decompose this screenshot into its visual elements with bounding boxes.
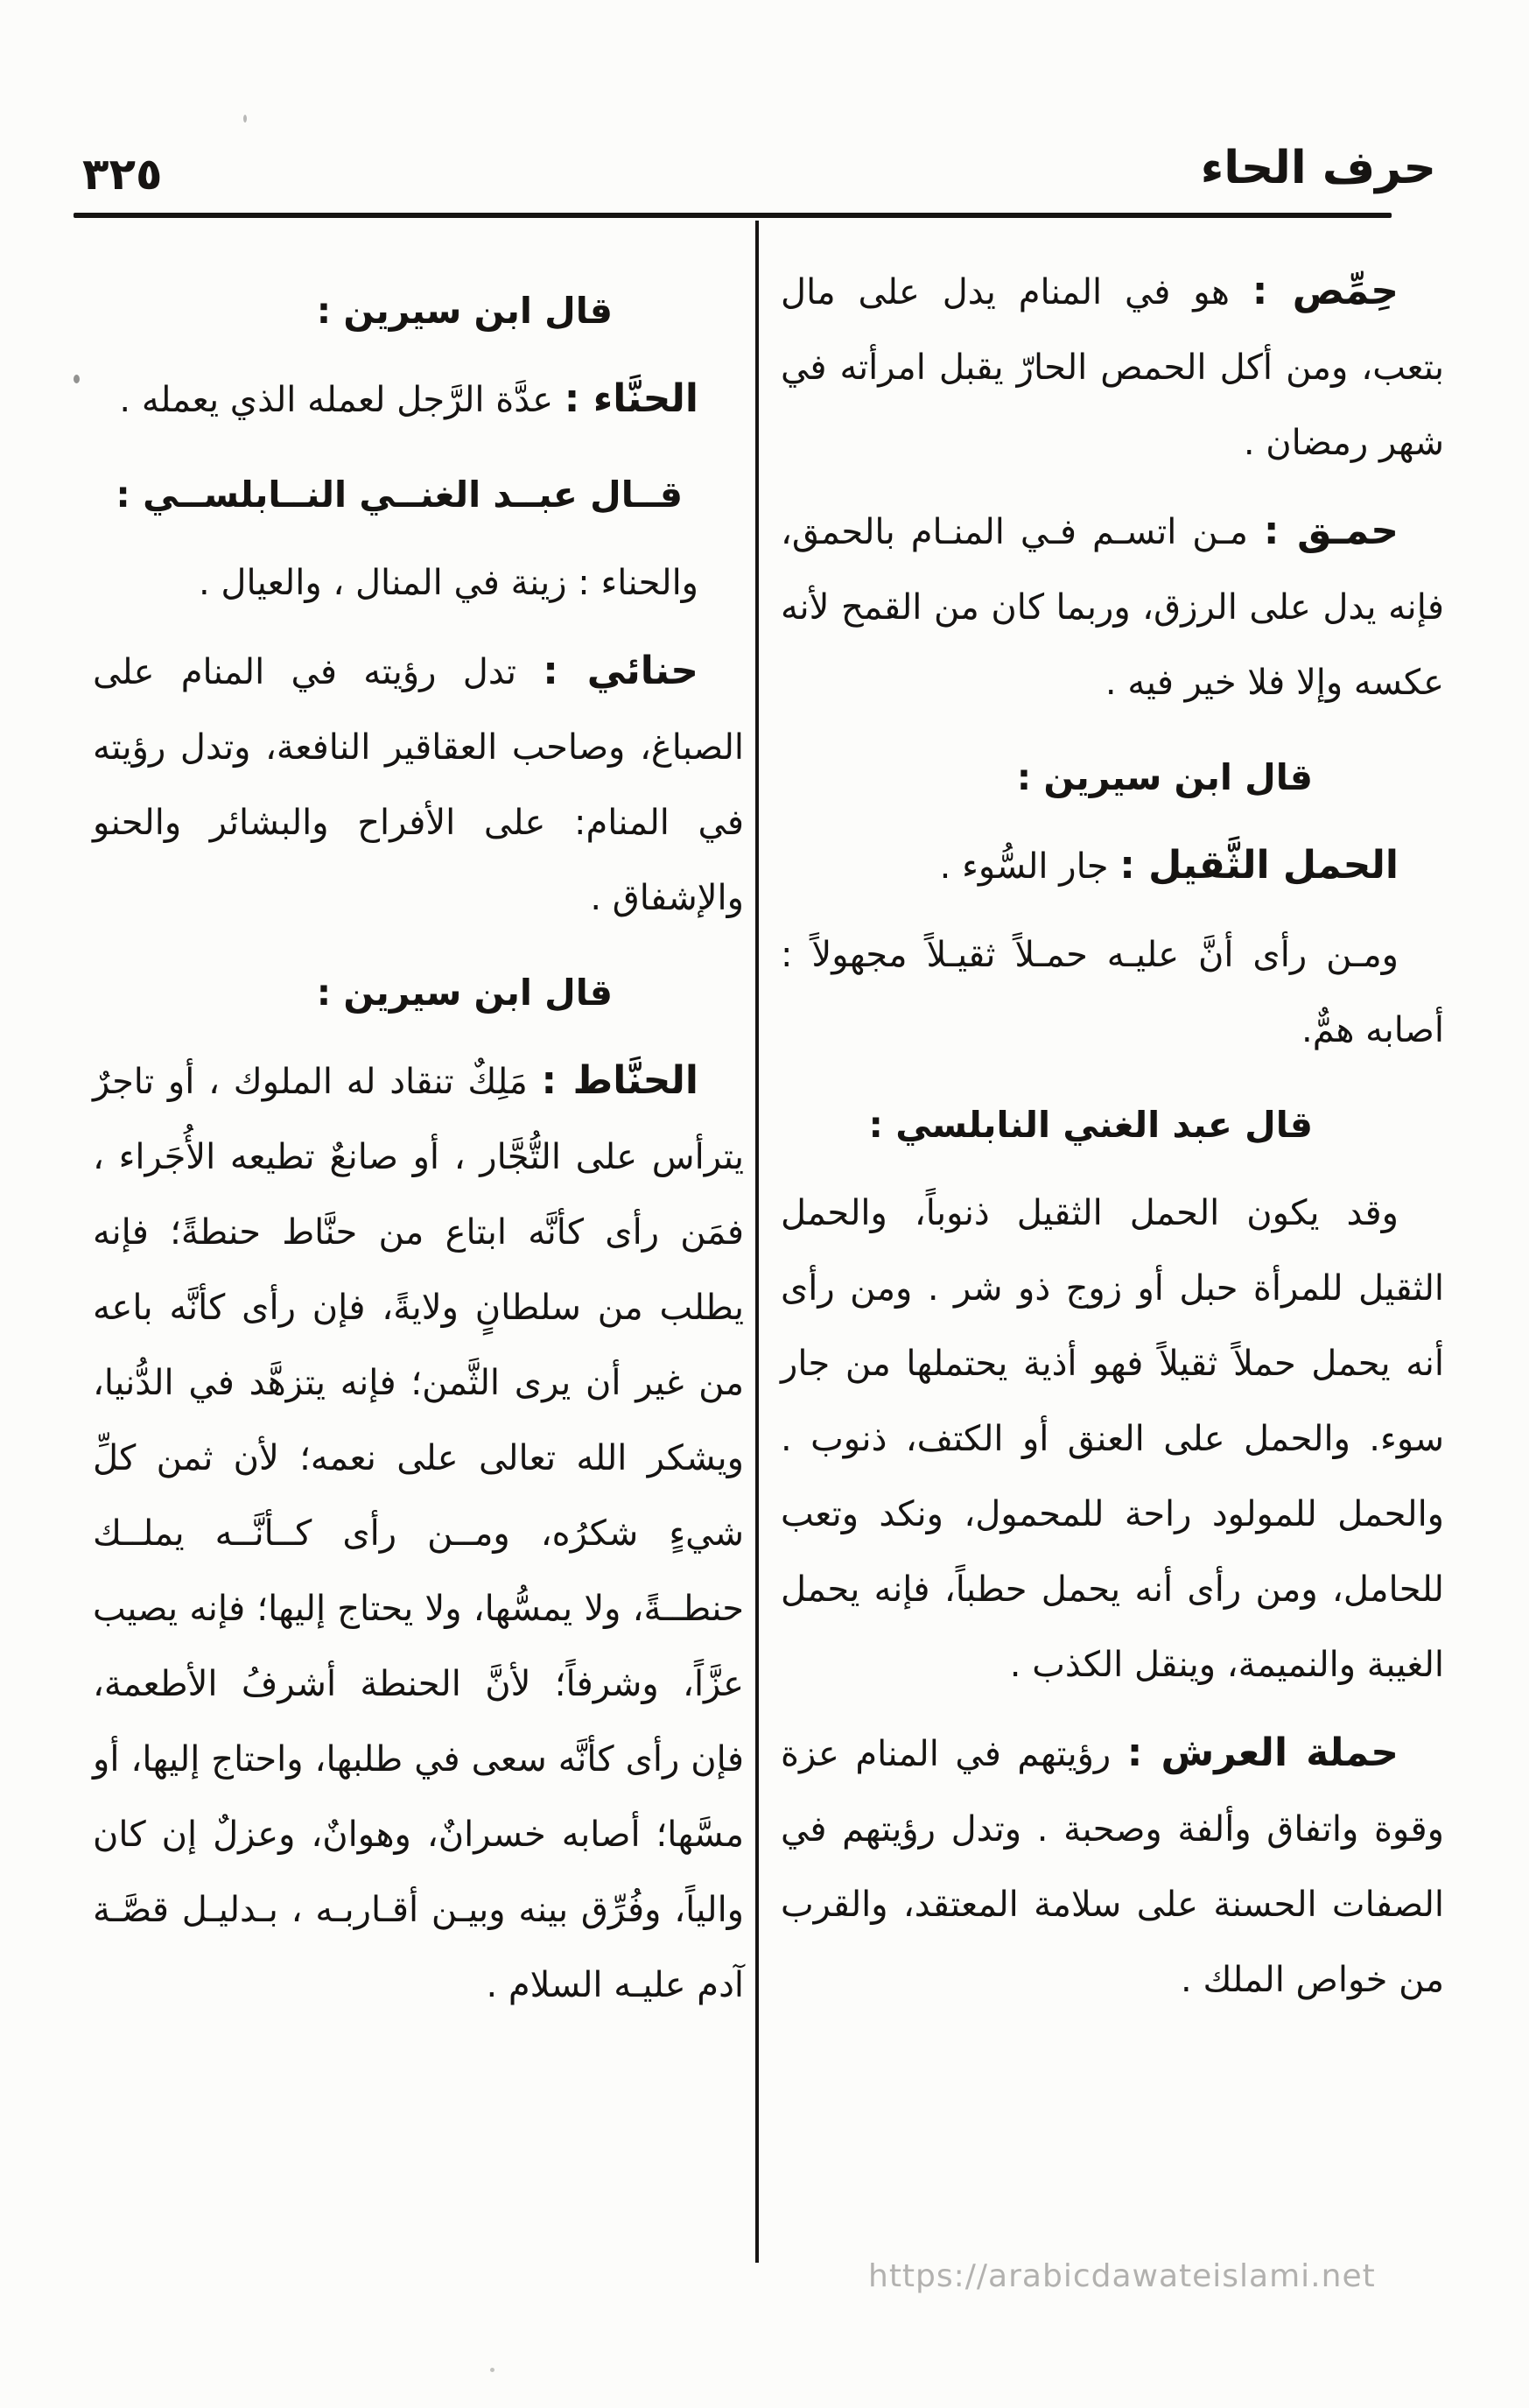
entry-paragraph: الحنَّاط : مَلِكٌ تنقاد له الملوك ، أو تاجرٌ يترأس على التُّجَّار ، أو صانعٌ تطيعه الأُجَراء ، فمَن رأى كأنَّه ابتاع من حنَّاط حنطةً؛ فإنه يطلب من سلطانٍ ولايةً، فإن رأى كأنَّه باعه من غير أن يرى الثَّمن؛ فإنه يتزهَّد في الدُّنيا، ويشكر الله تعالى على نعمه؛ لأن ثمن كلِّ شيءٍ شكرُه، ومــن رأى كــأنَّــه يملــك حنطــةً، ولا يمسُّها، ولا يحتاج إليها؛ فإنه يصيب عزَّاً، وشرفاً؛ لأنَّ الحنطة أشرفُ الأطعمة، فإن رأى كأنَّه سعى في طلبها، واحتاج إليها، أو مسَّها؛ أصابه خسرانٌ، وهوانٌ، وعزلٌ إن كان والياً، وفُرِّق بينه وبيـن أقـاربـه ، بـدليـل قصَّـة آدم عليـه السلام . — [93, 1058, 744, 2005]
right-column — [781, 254, 1444, 2031]
entry-term: حنائي : — [543, 649, 698, 693]
column-divider — [755, 221, 759, 2263]
scan-speck — [490, 2368, 494, 2372]
scan-speck — [243, 115, 247, 123]
scan-speck — [74, 375, 80, 383]
entry-term: حِمِّص : — [1252, 269, 1399, 313]
page-number: ٣٢٥ — [82, 149, 163, 200]
paragraph: والحناء : زينة في المنال ، والعيال . — [198, 563, 698, 603]
section-heading: قال ابن سيرين : — [1016, 756, 1313, 798]
section-heading: قــال عبــد الغنــي النــابلســي : — [116, 474, 683, 516]
entry-paragraph: حمـق : مـن اتسـم فـي المنـام بالحمق، فإنه يدل على الرزق، وربما كان من القمح لأنه عكسه وإلا فلا خير فيه . — [781, 509, 1444, 703]
paragraph: وقد يكون الحمل الثقيل ذنوباً، والحمل الثقيل للمرأة حبل أو زوج ذو شر . ومن رأى أنه يحمل حملاً ثقيلاً فهو أذية يحتملها من جار سوء. والحمل على العنق أو الكتف، ذنوب . والحمل للمولود راحة للمحمول، ونكد وتعب للحامل، ومن رأى أنه يحمل حطباً، فإنه يحمل الغيبة والنميمة، وينقل الكذب . — [781, 1193, 1444, 1685]
entry-paragraph: حنائي : تدل رؤيته في المنام على الصباغ، وصاحب العقاقير النافعة، وتدل رؤيته في المنام: على الأفراح والبشائر والحنو والإشفاق . — [93, 649, 744, 918]
entry-term: الحنَّاط : — [541, 1058, 698, 1103]
entry-paragraph: الحنَّاء : عدَّة الرَّجل لعمله الذي يعمله . — [119, 376, 698, 421]
left-column — [93, 254, 744, 2036]
entry-paragraph: حملة العرش : رؤيتهم في المنام عزة وقوة واتفاق وألفة وصحبة . وتدل رؤيتهم في الصفات الحسنة على سلامة المعتقد، والقرب من خواص الملك . — [781, 1731, 1444, 2000]
header-rule — [74, 213, 1392, 218]
entry-term: حملة العرش : — [1126, 1731, 1399, 1775]
entry-term: الحنَّاء : — [564, 376, 698, 421]
section-heading: قال ابن سيرين : — [316, 290, 613, 332]
section-heading: قال عبد الغني النابلسي : — [868, 1104, 1313, 1146]
entry-term: حمـق : — [1263, 509, 1399, 553]
entry-term: الحمل الثَّقيل : — [1119, 843, 1399, 888]
entry-paragraph: حِمِّص : هو في المنام يدل على مال بتعب، ومن أكل الحمص الحارّ يقبل امرأته في شهر رمضان . — [781, 269, 1444, 463]
chapter-title: حرف الحاء — [1200, 142, 1436, 194]
paragraph: ومـن رأى أنَّ عليـه حمـلاً ثقيـلاً مجهولاً : أصابه همٌّ. — [781, 935, 1444, 1050]
watermark-url: https://arabicdawateislami.net — [868, 2258, 1376, 2294]
entry-paragraph: الحمل الثَّقيل : جار السُّوء . — [939, 843, 1399, 888]
section-heading: قال ابن سيرين : — [316, 972, 613, 1014]
